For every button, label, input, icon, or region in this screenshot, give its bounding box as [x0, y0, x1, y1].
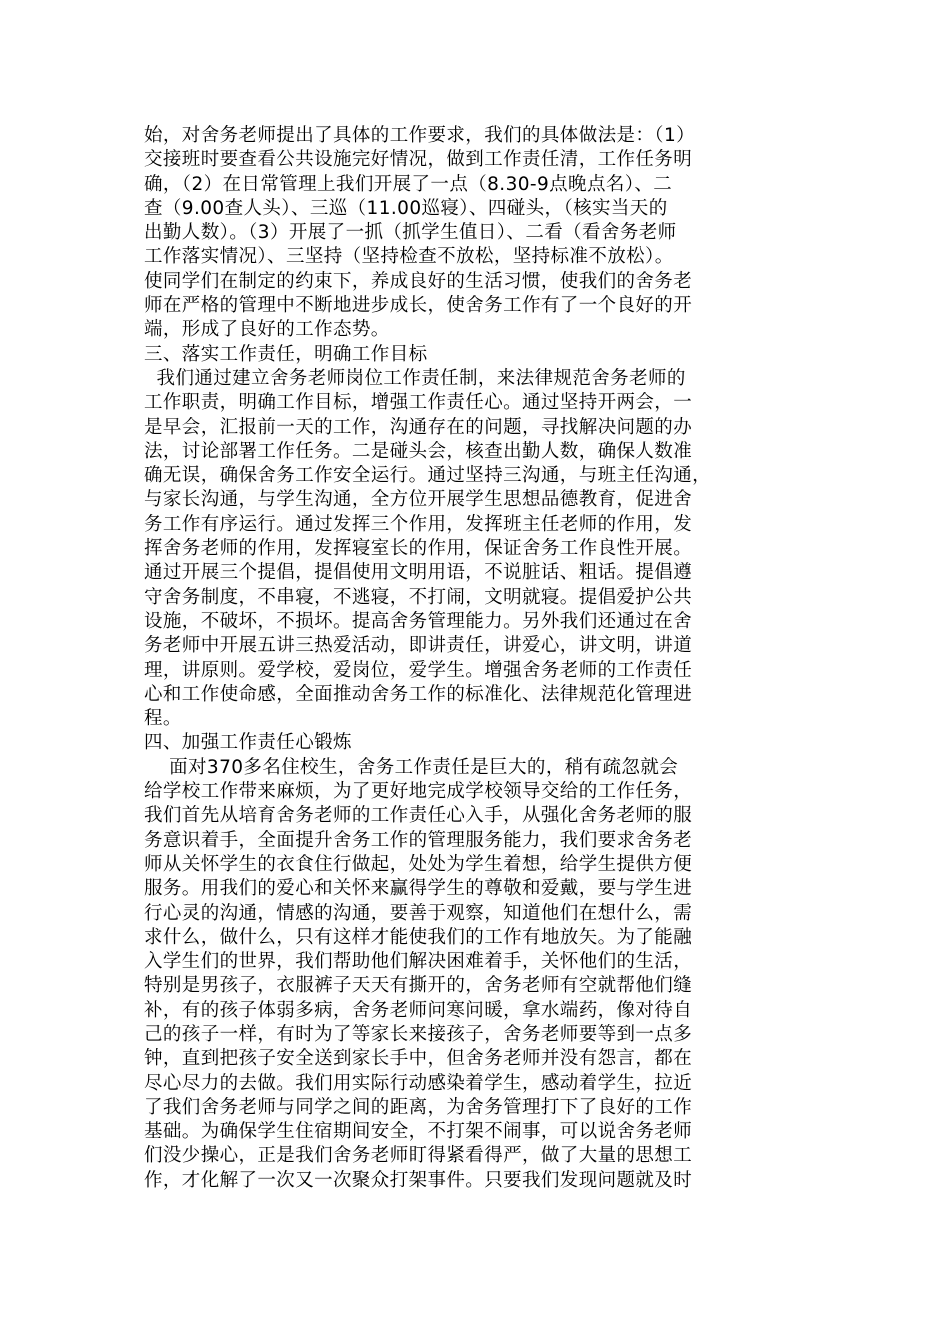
- text-line: 我们通过建立舍务老师岗位工作责任制，来法律规范舍务老师的: [144, 367, 686, 389]
- section-heading-3: 三、落实工作责任，明确工作目标: [144, 343, 428, 365]
- text-line: 入学生们的世界，我们帮助他们解决困难着手，关怀他们的生活，: [144, 951, 693, 973]
- text-line: 师从关怀学生的衣食住行做起，处处为学生着想，给学生提供方便: [144, 853, 693, 875]
- text-line: 程。: [144, 708, 182, 730]
- text-line: 心和工作使命感，全面推动舍务工作的标准化、法律规范化管理进: [144, 683, 693, 705]
- text-line: 查（9.00查人头）、三巡（11.00巡寝）、四碰头，（核实当天的: [144, 197, 668, 219]
- text-line: 基础。为确保学生住宿期间安全，不打架不闹事，可以说舍务老师: [144, 1121, 693, 1143]
- text-line: 挥舍务老师的作用，发挥寝室长的作用，保证舍务工作良性开展。: [144, 538, 693, 560]
- text-line: 面对370多名住校生，舍务工作责任是巨大的，稍有疏忽就会: [144, 756, 679, 778]
- text-line: 服务。用我们的爱心和关怀来赢得学生的尊敬和爱戴，要与学生进: [144, 878, 693, 900]
- text-line: 特别是男孩子，衣服裤子天天有撕开的，舍务老师有空就帮他们缝: [144, 975, 693, 997]
- text-line: 确，（2）在日常管理上我们开展了一点（8.30-9点晚点名）、二: [144, 173, 673, 195]
- text-line: 了我们舍务老师与同学之间的距离，为舍务管理打下了良好的工作: [144, 1096, 693, 1118]
- text-line: 给学校工作带来麻烦，为了更好地完成学校领导交给的工作任务，: [144, 781, 693, 803]
- text-line: 出勤人数）。（3）开展了一抓（抓学生值日）、二看（看舍务老师: [144, 222, 677, 244]
- text-line: 与家长沟通，与学生沟通，全方位开展学生思想品德教育，促进舍: [144, 489, 693, 511]
- text-line: 设施，不破坏，不损坏。提高舍务管理能力。另外我们还通过在舍: [144, 610, 693, 632]
- text-line: 使同学们在制定的约束下，养成良好的生活习惯，使我们的舍务老: [144, 270, 693, 292]
- document-body: [144, 124, 834, 1193]
- text-line: 守舍务制度，不串寝，不逃寝，不打闹，文明就寝。提倡爱护公共: [144, 586, 693, 608]
- text-line: 务工作有序运行。通过发挥三个作用，发挥班主任老师的作用，发: [144, 513, 693, 535]
- text-line: 工作职责，明确工作目标，增强工作责任心。通过坚持开两会，一: [144, 392, 693, 414]
- text-line: 师在严格的管理中不断地进步成长，使舍务工作有了一个良好的开: [144, 295, 693, 317]
- text-line: 确无误，确保舍务工作安全运行。通过坚持三沟通，与班主任沟通，: [144, 465, 712, 487]
- text-line: 我们首先从培育舍务老师的工作责任心入手，从强化舍务老师的服: [144, 805, 693, 827]
- text-line: 端，形成了良好的工作态势。: [144, 319, 390, 341]
- text-line: 钟，直到把孩子安全送到家长手中，但舍务老师并没有怨言，都在: [144, 1048, 693, 1070]
- text-line: 们没少操心，正是我们舍务老师盯得紧看得严，做了大量的思想工: [144, 1145, 693, 1167]
- text-line: 尽心尽力的去做。我们用实际行动感染着学生，感动着学生，拉近: [144, 1072, 693, 1094]
- text-line: 务意识着手，全面提升舍务工作的管理服务能力，我们要求舍务老: [144, 829, 693, 851]
- text-line: 法，讨论部署工作任务。二是碰头会，核查出勤人数，确保人数准: [144, 440, 693, 462]
- text-line: 务老师中开展五讲三热爱活动，即讲责任，讲爱心，讲文明，讲道: [144, 635, 693, 657]
- section-heading-4: 四、加强工作责任心锻炼: [144, 732, 352, 754]
- text-line: 补，有的孩子体弱多病，舍务老师问寒问暖，拿水端药，像对待自: [144, 999, 693, 1021]
- text-line: 始，对舍务老师提出了具体的工作要求，我们的具体做法是：（1）: [144, 125, 696, 146]
- text-line: 行心灵的沟通，情感的沟通，要善于观察，知道他们在想什么，需: [144, 902, 693, 924]
- text-line: 作，才化解了一次又一次聚众打架事件。只要我们发现问题就及时: [144, 1169, 693, 1191]
- text-line: 工作落实情况）、三坚持（坚持检查不放松，坚持标准不放松）。: [144, 246, 674, 268]
- text-line: 理，讲原则。爱学校，爱岗位，爱学生。增强舍务老师的工作责任: [144, 659, 693, 681]
- text-line: 求什么，做什么，只有这样才能使我们的工作有地放矢。为了能融: [144, 926, 693, 948]
- text-line: 通过开展三个提倡，提倡使用文明用语，不说脏话、粗话。提倡遵: [144, 562, 693, 584]
- text-line: 是早会，汇报前一天的工作，沟通存在的问题，寻找解决问题的办: [144, 416, 693, 438]
- text-line: 己的孩子一样，有时为了等家长来接孩子，舍务老师要等到一点多: [144, 1023, 693, 1045]
- text-line: 交接班时要查看公共设施完好情况，做到工作责任清，工作任务明: [144, 149, 693, 171]
